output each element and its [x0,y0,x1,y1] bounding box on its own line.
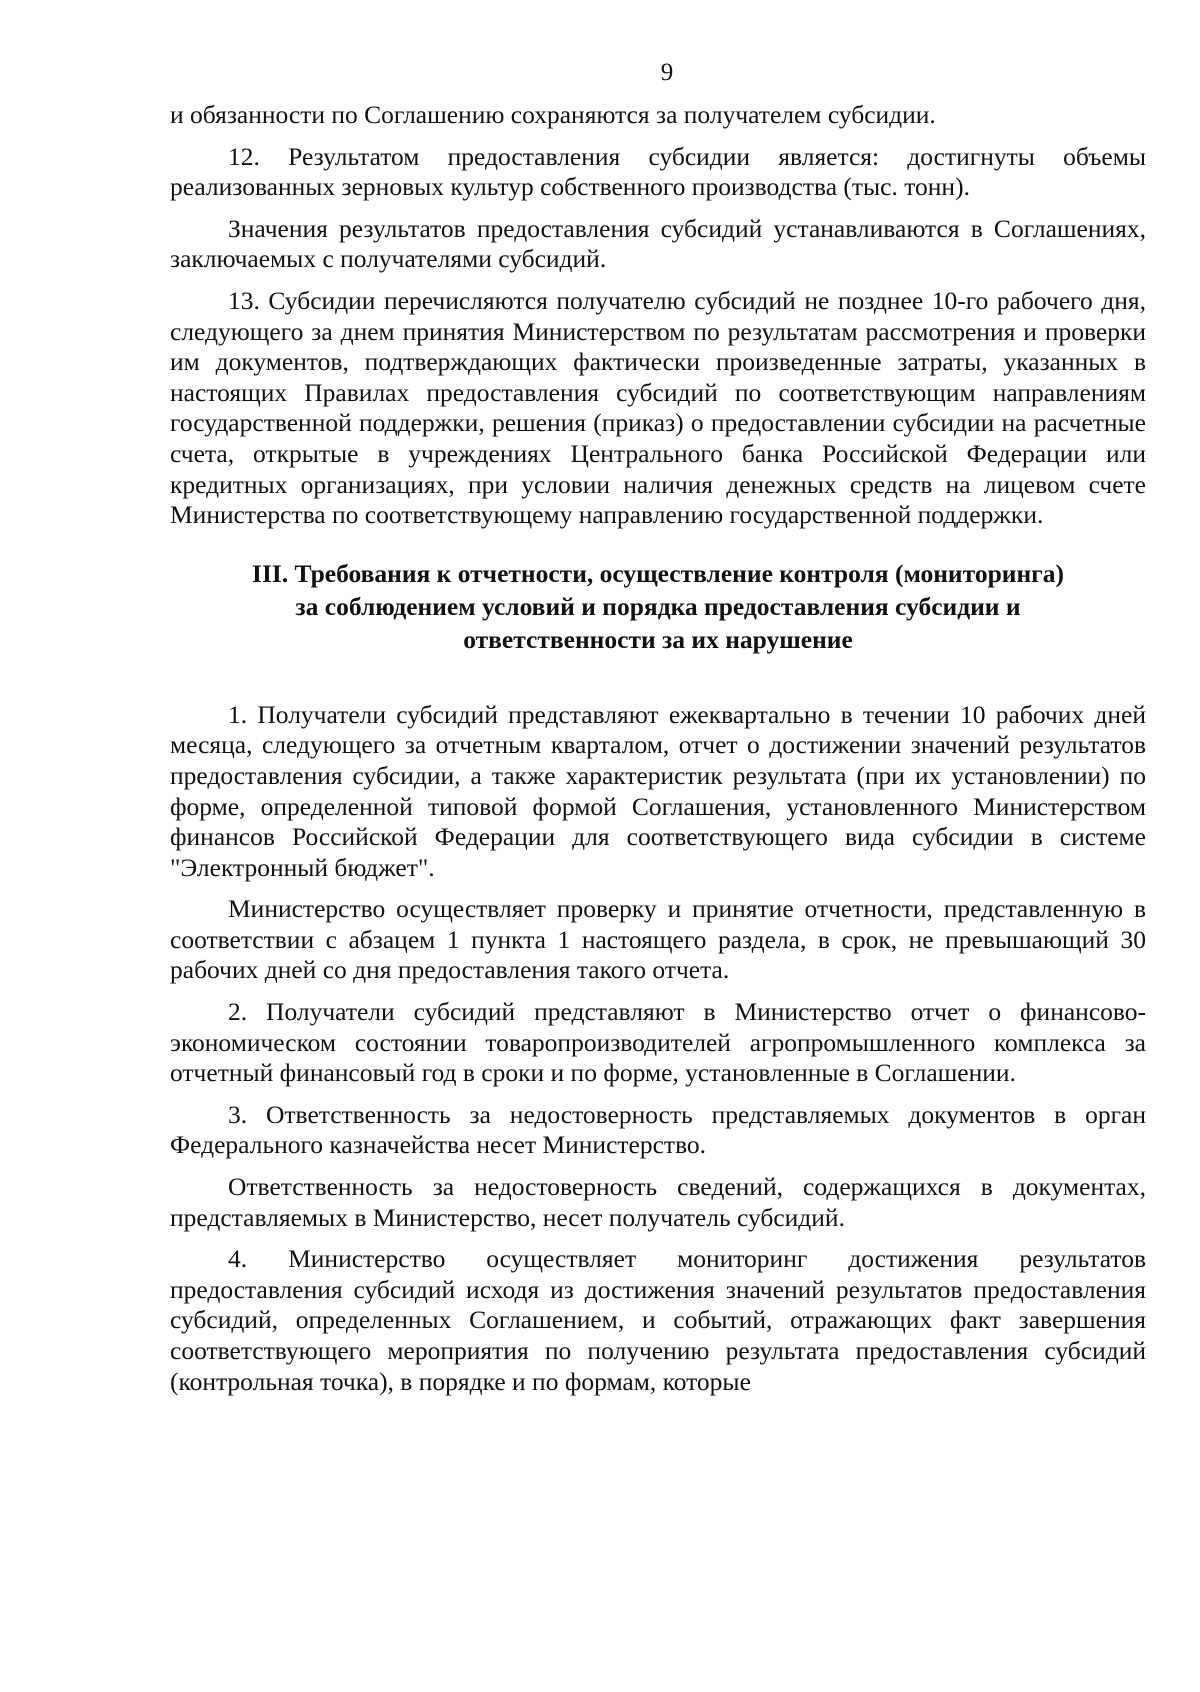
heading-line: III. Требования к отчетности, осуществление контроля (мониторинга) [252,558,1064,588]
paragraph: Министерство осуществляет проверку и принятие отчетности, представленную в соответствии с абзацем 1 пункта 1 настоящего раздела, в срок, не превышающий 30 рабочих дней со дня предоставления такого отчета. [170,894,1146,985]
paragraph: и обязанности по Соглашению сохраняются за получателем субсидии. [170,100,936,129]
spacer [170,656,1146,700]
page-number: 9 [660,59,674,86]
paragraph: Ответственность за недостоверность сведений, содержащихся в документах, представляемых в Министерство, несет получатель субсидий. [170,1172,1146,1232]
heading-line: за соблюдением условий и порядка предоставления субсидии и [295,591,1021,621]
paragraph: 1. Получатели субсидий представляют ежеквартально в течении 10 рабочих дней месяца, следующего за отчетным кварталом, отчет о достижении значений результатов предоставления субсидии, а также характеристик результата (при их установлении) по форме, определенной типовой формой Соглашения, установленного Министерством финансов Российской Федерации для соответствующего вида субсидии в системе "Электронный бюджет". [170,699,1146,882]
paragraph: 3. Ответственность за недостоверность представляемых документов в орган Федерального казначейства несет Министерство. [170,1099,1146,1160]
paragraph: Значения результатов предоставления субсидий устанавливаются в Соглашениях, заключаемых с получателями субсидий. [170,213,1146,274]
paragraph: 13. Субсидии перечисляются получателю субсидий не позднее 10-го рабочего дня, следующего за днем принятия Министерством по результатам рассмотрения и проверки им документов, подтверждающих фактически произведенные затраты, указанных в настоящих Правилах предоставления субсидий по соответствующим направлениям государственной поддержки, решения (приказ) о предоставлении субсидии на расчетные счета, открытые в учреждениях Центрального банка Российской Федерации или кредитных организациях, при условии наличия денежных средств на лицевом счете Министерства по соответствующему направлению государственной поддержки. [170,285,1146,530]
heading-line: ответственности за их нарушение [463,624,853,654]
section-heading [170,557,1146,656]
document-page [170,58,1146,1397]
paragraph: 4. Министерство осуществляет мониторинг достижения результатов предоставления субсидий исходя из достижения значений результатов предоставления субсидий, определенных Соглашением, и событий, отражающих факт завершения соответствующего мероприятия по получению результата предоставления субсидий (контрольная точка), в порядке и по формам, которые [170,1244,1146,1396]
paragraph: 2. Получатели субсидий представляют в Министерство отчет о финансово-экономическом состоянии товаропроизводителей агропромышленного комплекса за отчетный финансовый год в сроки и по форме, установленные в Соглашении. [170,997,1146,1088]
section-top [170,100,1146,531]
paragraph: 12. Результатом предоставления субсидии является: достигнуты объемы реализованных зерновых культур собственного производства (тыс. тонн). [170,141,1146,202]
section-bottom [170,700,1146,1397]
